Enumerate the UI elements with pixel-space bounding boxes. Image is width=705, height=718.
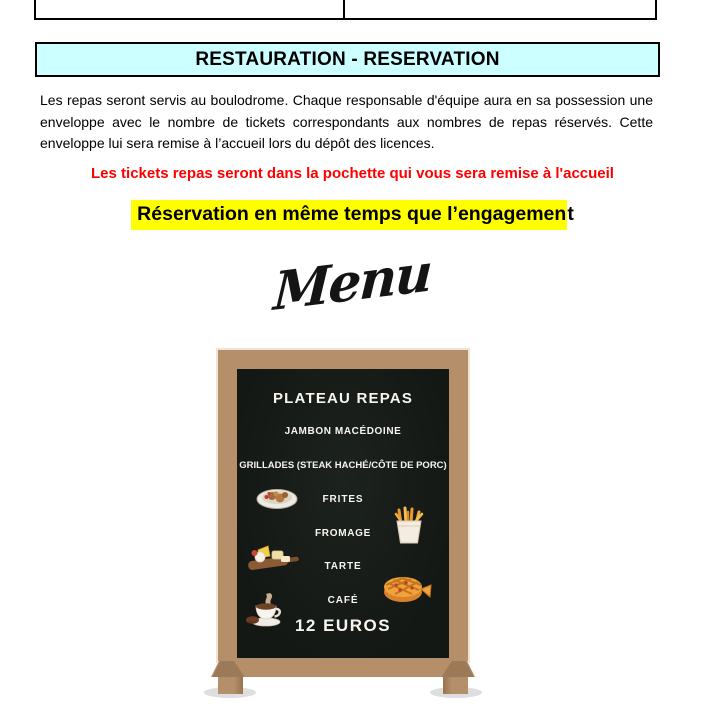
board-leg-right (443, 677, 468, 694)
menu-item-fromage: FROMAGE (314, 528, 371, 539)
pie-icon (382, 572, 432, 604)
menu-item-grillades: GRILLADES (STEAK HACHÉ/CÔTE DE PORC) (239, 460, 447, 471)
top-table (34, 0, 657, 20)
menu-item-price: 12 EUROS (294, 616, 392, 635)
intro-paragraph: Les repas seront servis au boulodrome. Chaque responsable d'équipe aura en sa possession une enveloppe avec le nombre de tickets correspondants aux nombres de repas réservés. Cette enveloppe lui sera remise à l’accueil lors du dépôt des licences. (40, 92, 653, 152)
section-header-box (35, 42, 660, 77)
board-base (211, 661, 475, 677)
board-leg-left (218, 677, 243, 694)
cheese-board-icon (246, 542, 300, 574)
menu-item-plateau-repas: PLATEAU REPAS (272, 390, 414, 407)
menu-item-jambon-macedoine: JAMBON MACÉDOINE (284, 426, 402, 437)
highlighted-notice-text: Réservation en même temps que l’engagemen (131, 200, 567, 230)
coffee-cup-icon (245, 591, 287, 627)
highlighted-notice-tail: t (567, 203, 574, 225)
table-cell-right (345, 0, 655, 18)
red-notice: Les tickets repas seront dans la pochette qui vous sera remise à l'accueil (91, 165, 614, 182)
menu-item-frites: FRITES (322, 494, 364, 505)
menu-item-cafe: CAFÉ (327, 595, 359, 606)
section-title: RESTAURATION - RESERVATION (195, 48, 500, 70)
menu-item-tarte: TARTE (324, 561, 362, 572)
highlighted-notice (0, 203, 705, 226)
menu-script-title-wrap (0, 241, 705, 324)
menu-script-title: Menu (272, 241, 433, 324)
plate-dish-icon (256, 484, 298, 510)
fries-icon (391, 506, 427, 546)
table-cell-left (36, 0, 343, 18)
